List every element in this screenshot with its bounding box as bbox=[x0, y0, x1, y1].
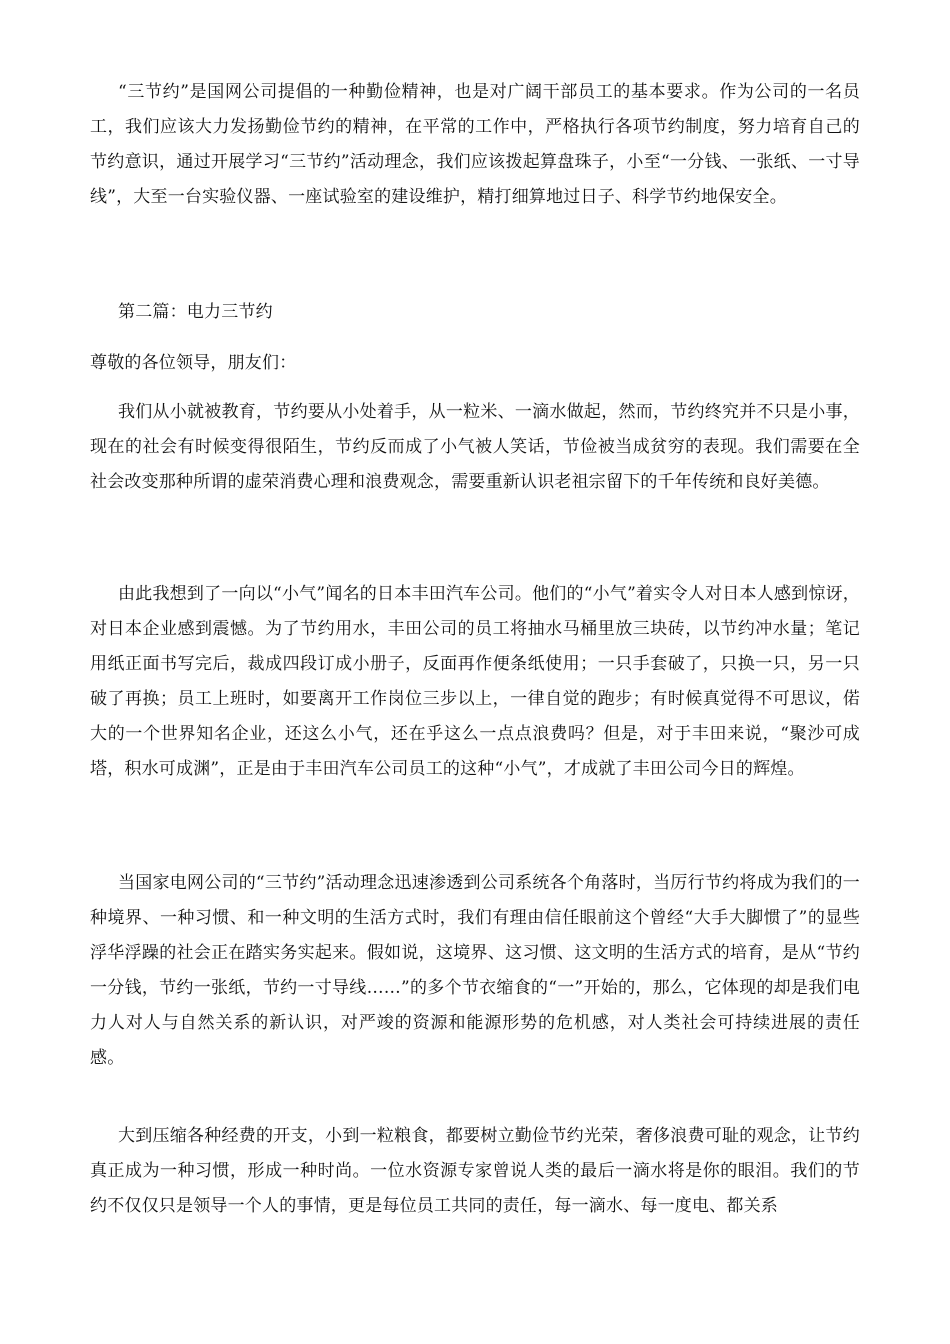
salutation: 尊敬的各位领导，朋友们： bbox=[90, 353, 297, 373]
paragraph-body-3: 当国家电网公司的“三节约”活动理念迅速渗透到公司系统各个角落时，当厉行节约将成为我们的一种境界、一种习惯、和一种文明的生活方式时，我们有理由信任眼前这个曾经“大手大脚惯了”的显些浮华浮躁的社会正在踏实务实起来。假如说，这境界、这习惯、这文明的生活方式的培育，是从“节约一分钱，节约一张纸，节约一寸导线……”的多个节衣缩食的“一”开始的，那么，它体现的却是我们电力人对人与自然关系的新认识，对严竣的资源和能源形势的危机感，对人类社会可持续进展的责任感。 bbox=[90, 873, 860, 1068]
paragraph-intro: “三节约”是国网公司提倡的一种勤俭精神，也是对广阔干部员工的基本要求。作为公司的一名员工，我们应该大力发扬勤俭节约的精神，在平常的工作中，严格执行各项节约制度，努力培育自己的节约意识，通过开展学习“三节约”活动理念，我们应该拨起算盘珠子，小至“一分钱、一张纸、一寸导线”，大至一台实验仪器、一座试验室的建设维护，精打细算地过日子、科学节约地保安全。 bbox=[90, 82, 860, 207]
paragraph-body-2: 由此我想到了一向以“小气”闻名的日本丰田汽车公司。他们的“小气”着实令人对日本人感到惊讶，对日本企业感到震憾。为了节约用水，丰田公司的员工将抽水马桶里放三块砖，以节约冲水量；笔记用纸正面书写完后，裁成四段订成小册子，反面再作便条纸使用；一只手套破了，只换一只，另一只破了再换；员工上班时，如要离开工作岗位三步以上，一律自觉的跑步；有时候真觉得不可思议，偌大的一个世界知名企业，还这么小气，还在乎这么一点点浪费吗？但是，对于丰田来说，“聚沙可成塔，积水可成渊”，正是由于丰田汽车公司员工的这种“小气”，才成就了丰田公司今日的辉煌。 bbox=[90, 584, 860, 779]
paragraph-body-1: 我们从小就被教育，节约要从小处着手，从一粒米、一滴水做起，然而，节约终究并不只是小事，现在的社会有时候变得很陌生，节约反而成了小气被人笑话，节俭被当成贫穷的表现。我们需要在全社会改变那种所谓的虚荣消费心理和浪费观念，需要重新认识老祖宗留下的千年传统和良好美德。 bbox=[90, 402, 860, 492]
paragraph-body-4: 大到压缩各种经费的开支，小到一粒粮食，都要树立勤俭节约光荣，奢侈浪费可耻的观念，让节约真正成为一种习惯，形成一种时尚。一位水资源专家曾说人类的最后一滴水将是你的眼泪。我们的节约不仅仅只是领导一个人的事情，更是每位员工共同的责任，每一滴水、每一度电、都关系 bbox=[90, 1126, 860, 1216]
section-heading: 第二篇：电力三节约 bbox=[118, 302, 273, 322]
